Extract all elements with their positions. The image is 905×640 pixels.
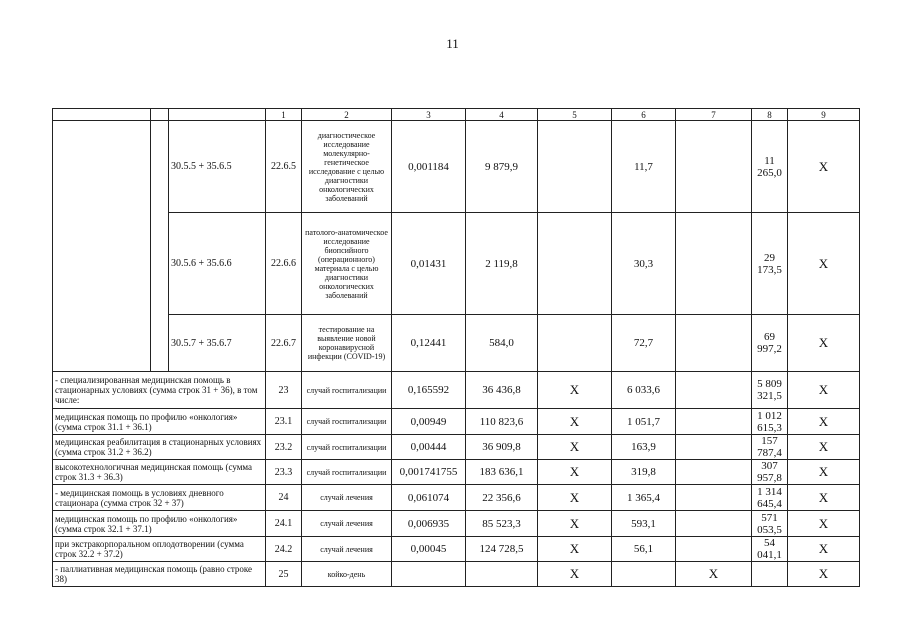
value-cell: 0,00045 xyxy=(392,537,466,562)
x-mark: X xyxy=(538,460,612,485)
value-cell: 319,8 xyxy=(612,460,676,485)
value-cell: 0,165592 xyxy=(392,372,466,409)
value-cell xyxy=(676,372,752,409)
unit-cell: случай госпитализации xyxy=(302,460,392,485)
row-description: медицинская помощь по профилю «онкология» (сумма строк 32.1 + 37.1) xyxy=(53,511,266,537)
value-cell: 0,00444 xyxy=(392,435,466,460)
header-cell: 4 xyxy=(466,109,538,121)
value-cell xyxy=(676,511,752,537)
value-cell: 307 957,8 xyxy=(752,460,788,485)
row-code: 23.2 xyxy=(266,435,302,460)
value-cell: 5 809 321,5 xyxy=(752,372,788,409)
value-cell xyxy=(752,562,788,587)
unit-cell: койко-день xyxy=(302,562,392,587)
header-blank-cell xyxy=(53,109,151,121)
row-code: 24.1 xyxy=(266,511,302,537)
row-description: при экстракорпоральном оплодотворении (сумма строк 32.2 + 37.2) xyxy=(53,537,266,562)
x-mark: X xyxy=(538,562,612,587)
header-cell: 9 xyxy=(788,109,860,121)
value-cell: 593,1 xyxy=(612,511,676,537)
row-description: - паллиативная медицинская помощь (равно строке 38) xyxy=(53,562,266,587)
value-cell xyxy=(538,121,612,213)
value-cell: 0,00949 xyxy=(392,409,466,435)
value-cell: 2 119,8 xyxy=(466,213,538,315)
x-mark: X xyxy=(788,511,860,537)
table-row xyxy=(53,435,860,460)
subrow-code: 30.5.5 + 35.6.5 xyxy=(169,121,266,213)
x-mark: X xyxy=(788,372,860,409)
value-cell: 11 265,0 xyxy=(752,121,788,213)
x-mark: X xyxy=(788,485,860,511)
table-row xyxy=(53,511,860,537)
header-cell: 5 xyxy=(538,109,612,121)
table-row xyxy=(53,372,860,409)
x-mark: X xyxy=(788,121,860,213)
row-code: 23 xyxy=(266,372,302,409)
value-cell: 1 051,7 xyxy=(612,409,676,435)
table-row xyxy=(53,485,860,511)
row-code: 24 xyxy=(266,485,302,511)
header-blank-cell xyxy=(151,109,169,121)
value-cell: 36 909,8 xyxy=(466,435,538,460)
row-code: 22.6.5 xyxy=(266,121,302,213)
merged-description-cell xyxy=(53,121,151,372)
row-code: 24.2 xyxy=(266,537,302,562)
subrow-code: 30.5.6 + 35.6.6 xyxy=(169,213,266,315)
x-mark: X xyxy=(538,537,612,562)
unit-cell: случай госпитализации xyxy=(302,372,392,409)
x-mark: X xyxy=(538,372,612,409)
row-code: 22.6.7 xyxy=(266,315,302,372)
value-cell: 157 787,4 xyxy=(752,435,788,460)
value-cell xyxy=(676,485,752,511)
row-description: медицинская помощь по профилю «онкология» (сумма строк 31.1 + 36.1) xyxy=(53,409,266,435)
x-mark: X xyxy=(788,315,860,372)
value-cell: 72,7 xyxy=(612,315,676,372)
value-cell: 11,7 xyxy=(612,121,676,213)
value-cell: 9 879,9 xyxy=(466,121,538,213)
merged-spacer-cell xyxy=(151,121,169,372)
value-cell: 183 636,1 xyxy=(466,460,538,485)
unit-cell: случай лечения xyxy=(302,511,392,537)
row-code: 22.6.6 xyxy=(266,213,302,315)
value-cell xyxy=(676,409,752,435)
x-mark: X xyxy=(788,460,860,485)
x-mark: X xyxy=(538,511,612,537)
x-mark: X xyxy=(538,485,612,511)
table-row xyxy=(53,315,860,372)
value-cell: 0,001184 xyxy=(392,121,466,213)
value-cell xyxy=(676,537,752,562)
value-cell: 0,006935 xyxy=(392,511,466,537)
row-description: медицинская реабилитация в стационарных условиях (сумма строк 31.2 + 36.2) xyxy=(53,435,266,460)
row-code: 23.3 xyxy=(266,460,302,485)
value-cell: 29 173,5 xyxy=(752,213,788,315)
row-code: 25 xyxy=(266,562,302,587)
value-cell: 124 728,5 xyxy=(466,537,538,562)
x-mark: X xyxy=(788,213,860,315)
value-cell: 0,001741755 xyxy=(392,460,466,485)
value-cell: 1 365,4 xyxy=(612,485,676,511)
value-cell: 85 523,3 xyxy=(466,511,538,537)
unit-cell: случай госпитализации xyxy=(302,409,392,435)
value-cell xyxy=(538,213,612,315)
value-cell xyxy=(676,315,752,372)
row-description: высокотехнологичная медицинская помощь (сумма строк 31.3 + 36.3) xyxy=(53,460,266,485)
value-cell xyxy=(676,213,752,315)
value-cell xyxy=(466,562,538,587)
table-row xyxy=(53,460,860,485)
header-row xyxy=(53,109,860,121)
table-row xyxy=(53,409,860,435)
x-mark: X xyxy=(538,435,612,460)
value-cell xyxy=(676,121,752,213)
data-table xyxy=(52,108,860,587)
value-cell: 0,01431 xyxy=(392,213,466,315)
value-cell: 22 356,6 xyxy=(466,485,538,511)
value-cell: 110 823,6 xyxy=(466,409,538,435)
value-cell xyxy=(676,435,752,460)
header-cell: 1 xyxy=(266,109,302,121)
value-cell: 0,061074 xyxy=(392,485,466,511)
table-row xyxy=(53,562,860,587)
value-cell: 0,12441 xyxy=(392,315,466,372)
header-cell: 2 xyxy=(302,109,392,121)
value-cell: 36 436,8 xyxy=(466,372,538,409)
header-cell: 8 xyxy=(752,109,788,121)
value-cell xyxy=(538,315,612,372)
value-cell: 54 041,1 xyxy=(752,537,788,562)
unit-cell: случай лечения xyxy=(302,537,392,562)
subrow-code: 30.5.7 + 35.6.7 xyxy=(169,315,266,372)
unit-cell: случай лечения xyxy=(302,485,392,511)
table-row xyxy=(53,537,860,562)
row-description: - специализированная медицинская помощь в стационарных условиях (сумма строк 31 + 36), в том числе: xyxy=(53,372,266,409)
table-row xyxy=(53,121,860,213)
x-mark: X xyxy=(788,435,860,460)
header-cell: 6 xyxy=(612,109,676,121)
value-cell xyxy=(612,562,676,587)
value-cell: 56,1 xyxy=(612,537,676,562)
x-mark: X xyxy=(538,409,612,435)
value-cell: 30,3 xyxy=(612,213,676,315)
value-cell: 571 053,5 xyxy=(752,511,788,537)
x-mark: X xyxy=(788,409,860,435)
row-description: - медицинская помощь в условиях дневного стационара (сумма строк 32 + 37) xyxy=(53,485,266,511)
value-cell: 163,9 xyxy=(612,435,676,460)
x-mark: X xyxy=(676,562,752,587)
value-cell xyxy=(676,460,752,485)
value-cell: 6 033,6 xyxy=(612,372,676,409)
header-cell: 7 xyxy=(676,109,752,121)
value-cell: 584,0 xyxy=(466,315,538,372)
value-cell: 69 997,2 xyxy=(752,315,788,372)
value-cell: 1 314 645,4 xyxy=(752,485,788,511)
value-cell: 1 012 615,3 xyxy=(752,409,788,435)
header-blank-cell xyxy=(169,109,266,121)
row-code: 23.1 xyxy=(266,409,302,435)
unit-cell: диагностическое исследование молекулярно-генетическое исследование с целью диагностики онкологических заболеваний xyxy=(302,121,392,213)
page-number: 11 xyxy=(446,36,459,51)
x-mark: X xyxy=(788,562,860,587)
unit-cell: патолого-анатомическое исследование биопсийного (операционного) материала с целью диагностики онкологических заболеваний xyxy=(302,213,392,315)
x-mark: X xyxy=(788,537,860,562)
unit-cell: тестирование на выявление новой коронавирусной инфекции (COVID-19) xyxy=(302,315,392,372)
header-cell: 3 xyxy=(392,109,466,121)
table-row xyxy=(53,213,860,315)
unit-cell: случай госпитализации xyxy=(302,435,392,460)
value-cell xyxy=(392,562,466,587)
